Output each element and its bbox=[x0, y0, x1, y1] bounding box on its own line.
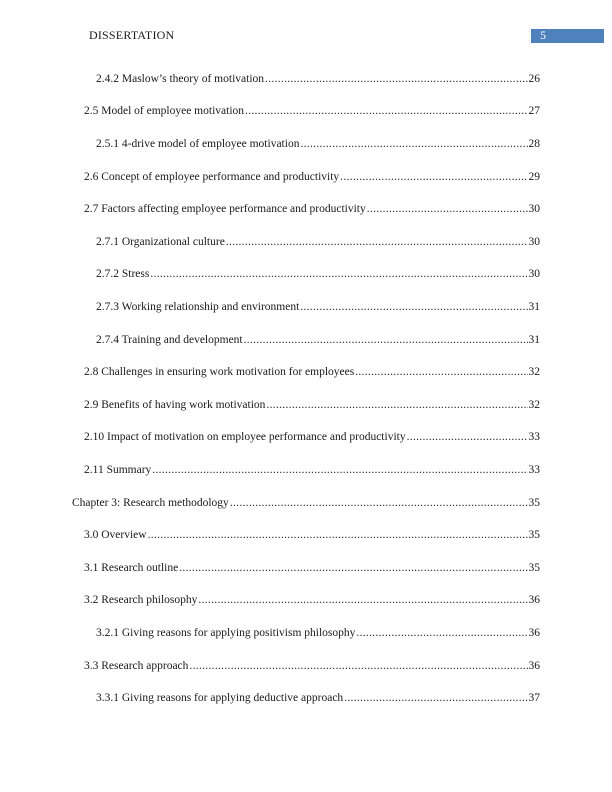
toc-entry-page: 32 bbox=[528, 366, 540, 378]
toc-entry[interactable] bbox=[84, 398, 540, 412]
toc-entry[interactable] bbox=[96, 691, 540, 705]
toc-entry-label: 3.3 Research approach bbox=[84, 660, 189, 672]
toc-entry[interactable] bbox=[96, 267, 540, 281]
toc-entry-label: Chapter 3: Research methodology bbox=[72, 497, 229, 509]
toc-entry-label: 3.2.1 Giving reasons for applying positivism philosophy bbox=[96, 627, 356, 639]
toc-entry-label: 2.9 Benefits of having work motivation bbox=[84, 399, 266, 411]
toc-entry-page: 28 bbox=[528, 138, 540, 150]
toc-entry[interactable] bbox=[96, 333, 540, 347]
toc-entry-page: 30 bbox=[528, 268, 540, 280]
toc-entry-page: 31 bbox=[528, 334, 540, 346]
toc-entry-label: 2.10 Impact of motivation on employee performance and productivity bbox=[84, 431, 406, 443]
toc-entry-page: 36 bbox=[528, 594, 540, 606]
toc-entry-label: 2.5 Model of employee motivation bbox=[84, 105, 245, 117]
page-number: 5 bbox=[540, 28, 546, 42]
toc-entry-label: 2.6 Concept of employee performance and productivity bbox=[84, 171, 340, 183]
toc-entry-label: 2.7.4 Training and development bbox=[96, 334, 243, 346]
toc-entry[interactable] bbox=[84, 593, 540, 607]
toc-entry-label: 2.5.1 4-drive model of employee motivation bbox=[96, 138, 300, 150]
toc-entry[interactable] bbox=[96, 235, 540, 249]
toc-entry-page: 30 bbox=[528, 236, 540, 248]
toc-entry[interactable] bbox=[84, 659, 540, 673]
header-title: DISSERTATION bbox=[89, 28, 175, 42]
toc-entry-label: 3.0 Overview bbox=[84, 529, 147, 541]
toc-entry[interactable] bbox=[84, 170, 540, 184]
toc-entry[interactable] bbox=[84, 430, 540, 444]
toc-entry-label: 2.7.3 Working relationship and environment bbox=[96, 301, 300, 313]
toc-entry[interactable] bbox=[84, 365, 540, 379]
toc-entry-page: 35 bbox=[528, 562, 540, 574]
toc-entry-page: 33 bbox=[528, 464, 540, 476]
toc-entry-label: 2.7.2 Stress bbox=[96, 268, 150, 280]
toc-entry-page: 30 bbox=[528, 203, 540, 215]
toc-entry[interactable] bbox=[96, 137, 540, 151]
toc-entry-label: 2.7.1 Organizational culture bbox=[96, 236, 225, 248]
toc-entry[interactable] bbox=[96, 300, 540, 314]
toc-entry-page: 33 bbox=[528, 431, 540, 443]
toc-entry[interactable] bbox=[84, 463, 540, 477]
toc-entry-page: 35 bbox=[528, 529, 540, 541]
toc-entry-page: 26 bbox=[528, 73, 540, 85]
toc-entry-label: 2.11 Summary bbox=[84, 464, 152, 476]
toc-entry-label: 3.2 Research philosophy bbox=[84, 594, 198, 606]
toc-entry-page: 31 bbox=[528, 301, 540, 313]
toc-entry[interactable] bbox=[72, 496, 540, 510]
toc-entry-page: 36 bbox=[528, 627, 540, 639]
toc-entry-page: 32 bbox=[528, 399, 540, 411]
toc-entry-label: 3.1 Research outline bbox=[84, 562, 179, 574]
toc-entry[interactable] bbox=[84, 528, 540, 542]
toc-entry-page: 35 bbox=[528, 497, 540, 509]
toc-entry-page: 36 bbox=[528, 660, 540, 672]
toc-entry-label: 2.8 Challenges in ensuring work motivation for employees bbox=[84, 366, 355, 378]
toc-entry[interactable] bbox=[84, 202, 540, 216]
toc-entry-page: 37 bbox=[528, 692, 540, 704]
page-number-box bbox=[531, 29, 604, 43]
toc-entry-page: 29 bbox=[528, 171, 540, 183]
toc-entry-label: 2.4.2 Maslow’s theory of motivation bbox=[96, 73, 265, 85]
toc-entry[interactable] bbox=[96, 626, 540, 640]
toc-entry[interactable] bbox=[84, 104, 540, 118]
toc-entry-page: 27 bbox=[528, 105, 540, 117]
toc-entry-label: 3.3.1 Giving reasons for applying deductive approach bbox=[96, 692, 344, 704]
toc-entry[interactable] bbox=[96, 72, 540, 86]
toc-entry[interactable] bbox=[84, 561, 540, 575]
toc-entry-label: 2.7 Factors affecting employee performance and productivity bbox=[84, 203, 366, 215]
